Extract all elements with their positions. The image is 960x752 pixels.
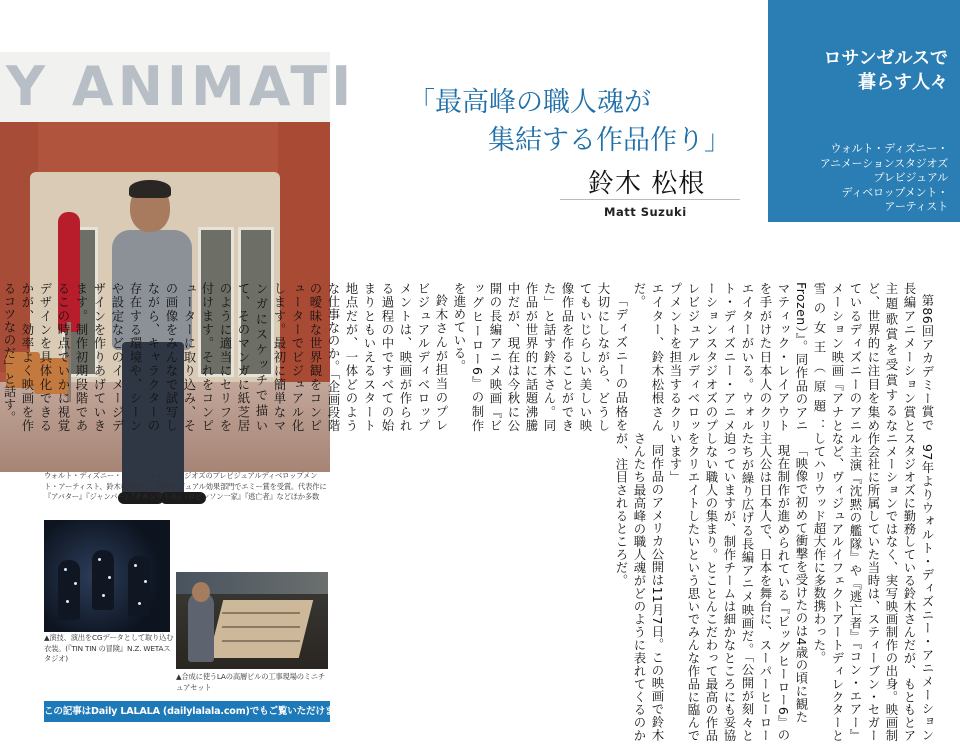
- miniature-caption: ▲合成に使うLAの高層ビルの工事現場のミニチュアセット: [176, 672, 326, 692]
- headline-quote: [408, 84, 738, 160]
- hero-photo-caption: ウォルト・ディズニー・アニメーションスタジオズのプレビジュアルディベロップメント・アーティスト、鈴木松根さん。特殊ビジュアル効果部門でエミー賞を受賞。代表作に『アバター』『ジャンパー』『チキンリトル』『ロビンソン一家』『逃亡者』などほか多数: [44, 471, 327, 501]
- body-paragraph: 「映像で初めて衝撃を受けたのは4歳の頃に観た: [794, 444, 809, 724]
- marker-dot: [64, 568, 67, 571]
- website-banner: この記事はDaily LALALA (dailylalala.com)でもご覧いただけます。: [44, 701, 330, 722]
- marker-dot: [108, 576, 111, 579]
- job-title: [772, 142, 948, 215]
- body-paragraph: 同作品のアメリカ公開は11月7日。この映画で鈴木さんたち最高峰の職人魂がどのように表れてくるのかが、注目されるところだ。: [614, 432, 665, 742]
- marker-dot: [144, 580, 147, 583]
- job-title-line: アーティスト: [884, 200, 948, 214]
- marker-dot: [102, 594, 105, 597]
- miniature-set-photo: [176, 572, 328, 669]
- job-title-line: ディベロップメント・: [841, 185, 948, 199]
- body-paragraph: 97年よりウォルト・ディズニー・アニメーションスタジオズに勤務している鈴木さんだが、もともとアニメーションではなく、実写映画制作の出身。映画制作会社に所属していた当時は、スティーブン・セガール主演『沈黙の艦隊』や『逃亡者』『コン・エアー』など、ヴィジュアルイフェクトアートディレクターとしてハリウッド超大作に多数携わった。: [812, 432, 935, 742]
- model-detail: [222, 640, 300, 642]
- motion-capture-figure: [58, 560, 80, 620]
- worker-figure: [188, 592, 214, 662]
- building-sign: Y ANIMATI: [0, 52, 330, 122]
- marker-dot: [66, 600, 69, 603]
- marker-dot: [134, 564, 137, 567]
- marker-dot: [138, 602, 141, 605]
- name-divider: [560, 199, 740, 200]
- body-paragraph: 現在制作が進められている『ビッグヒーロー6』の主人公は日本人で、日本を舞台に、スーパーヒーローたちが繰り広げる長編アニメ映画だ。「公開が刻々と迫っていますが、制作チームは細かなところにも妥協しない職人の集まり。とことんこだわって最高の作品をクリエイトしたいという思いでみんな作品に臨んでいます」: [668, 432, 791, 742]
- model-detail: [222, 612, 300, 614]
- job-title-line: アニメーションスタジオズ: [819, 156, 948, 170]
- body-paragraph: 鈴木さんが担当のプレビジュアルディベロップメントは、映画が作られる過程の中ですべての始まりともいえるスタート地点だが、一体どのような仕事なのか。「企画段階の曖昧な世界観をコンピューターでビジュアル化します。最初に簡単なマンガにスケッチで描いて、そのマンガに紙芝居のように適当にセリフを付けます。それをコンピューターに取り込み、その画像をみんなで試写しながら、キャラクターの存在する環境や、シーンや設定などのイメージデザインを作りあげていきます。制作初期段階であるこの時点でいかに視覚デザインを具体化できるかが、効率よく映画を作るコツなのだ」と話す。: [2, 282, 449, 432]
- job-title-line: ウォルト・ディズニー・: [830, 142, 948, 155]
- person-hair: [129, 180, 171, 198]
- body-paragraph: 第86回アカデミー賞で長編アニメーション賞と主題歌賞を受賞するなど、世界的に注目を集めているディズニーのアニメーション映画『アナと雪の女王（原題：Frozen）』。同作品のアニマティック・レイアウトを手がけた日本人のクリエイターがいる。ウォルト・ディズニー・アニメーションスタジオズのプレビジュアルディベロップメントを担当するクリエイター、鈴木松根さんだ。: [632, 282, 935, 432]
- marker-dot: [74, 582, 77, 585]
- motion-capture-photo: [44, 520, 170, 632]
- body-paragraph: 「ディズニーの品格を大切にしながら、どうしてもいじらしい美しい映像作品を作ることができた」と話す鈴木さん。同作品が世界的に話題沸騰中だが、現在は今秋に公開の長編アニメ映画『ビッグヒーロー6』の制作を進めている。: [452, 282, 629, 432]
- category-title-line: ロサンゼルスで: [823, 48, 948, 69]
- headline-line-2: 集結する作品作り」: [488, 125, 731, 156]
- miniature-model: [209, 600, 313, 658]
- headline-line-1: 「最高峰の職人魂が: [408, 87, 651, 118]
- category-title: [778, 47, 948, 95]
- marker-dot: [98, 558, 101, 561]
- person-name-jp: 鈴木 松根: [588, 169, 706, 199]
- motion-capture-figure: [92, 550, 114, 610]
- category-title-line: 暮らす人々: [858, 72, 948, 93]
- motion-capture-figure: [128, 556, 150, 616]
- job-title-line: プレビジュアル: [873, 171, 948, 185]
- model-detail: [222, 626, 300, 628]
- article-body-upper: [2, 282, 936, 432]
- article-body-lower: [360, 432, 936, 742]
- worker-head: [192, 582, 210, 602]
- person-name-en: Matt Suzuki: [604, 205, 687, 219]
- motion-capture-caption: ▲演技、演出をCGデータとして取り込む衣装。(『TIN TIN の冒険』N.Z. WETAスタジオ): [44, 633, 174, 663]
